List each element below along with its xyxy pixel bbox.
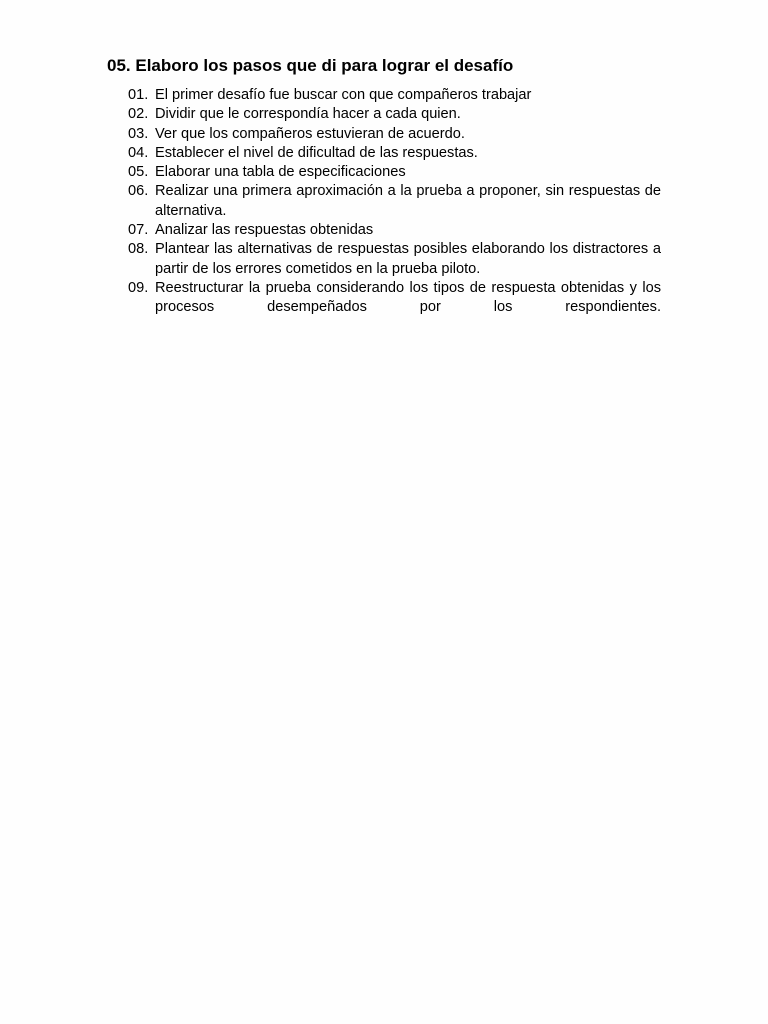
step-number: 07.: [128, 222, 149, 239]
step-text: Elaborar una tabla de especificaciones: [155, 164, 406, 181]
list-item: [128, 144, 661, 163]
step-number: 02.: [128, 106, 149, 123]
step-number: 05.: [128, 164, 149, 181]
step-number: 03.: [128, 125, 149, 142]
list-item: [128, 279, 661, 318]
step-text: Ver que los compañeros estuvieran de acuerdo.: [155, 125, 465, 142]
list-item: [128, 105, 661, 124]
step-number: 04.: [128, 144, 149, 161]
document-title: 05. Elaboro los pasos que di para lograr el desafío: [107, 56, 514, 75]
list-item: [128, 240, 661, 279]
step-text: Realizar una primera aproximación a la prueba a proponer, sin respuestas de alternativa.: [155, 183, 661, 219]
step-text: Establecer el nivel de dificultad de las respuestas.: [155, 144, 478, 161]
list-item: [128, 182, 661, 221]
step-text: El primer desafío fue buscar con que compañeros trabajar: [155, 87, 532, 103]
step-number: 01.: [128, 87, 149, 103]
step-text: Analizar las respuestas obtenidas: [155, 222, 374, 239]
step-number: 09.: [128, 279, 149, 296]
list-item: [128, 163, 661, 182]
steps-list: [128, 86, 661, 318]
list-item: [128, 221, 661, 240]
list-item: [128, 86, 661, 105]
step-number: 08.: [128, 241, 149, 258]
step-text: Reestructurar la prueba considerando los tipos de respuesta obtenidas y los procesos desempeñados por los respondientes.: [155, 279, 661, 316]
step-text: Plantear las alternativas de respuestas posibles elaborando los distractores a partir de los errores cometidos en la prueba piloto.: [155, 241, 661, 277]
step-text: Dividir que le correspondía hacer a cada quien.: [155, 106, 461, 123]
list-item: [128, 125, 661, 144]
step-number: 06.: [128, 183, 149, 200]
